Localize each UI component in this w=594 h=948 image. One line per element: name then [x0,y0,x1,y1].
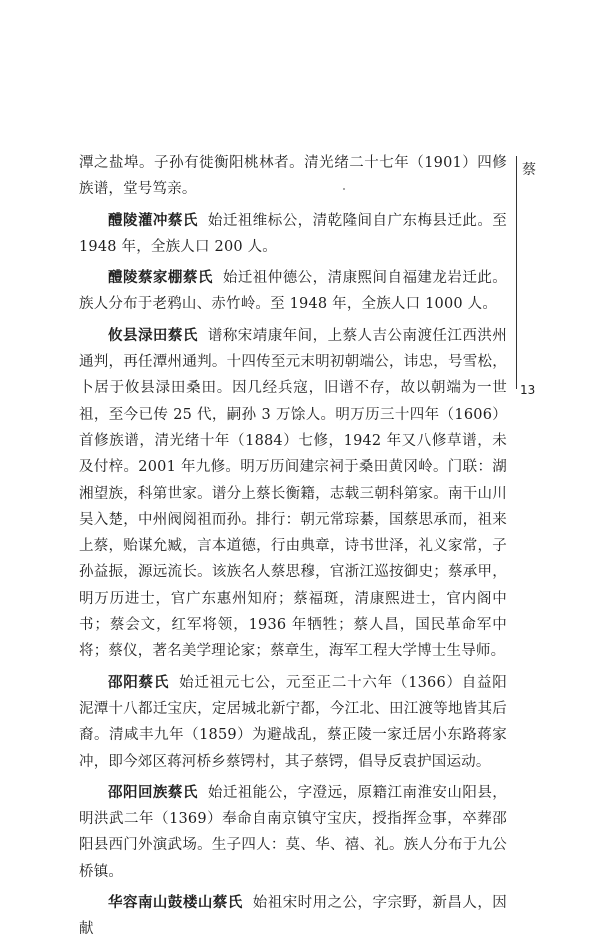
entry-liling-guanchong [79,208,507,261]
entry-liling-caijiapeng [79,265,507,318]
entry-heading: 华容南山鼓楼山蔡氏 [108,895,243,912]
entry-body: 谱称宋靖康年间，上蔡人吉公南渡任江西洪州通判，再任潭州通判。十四传至元末明初朝端公，讳忠，号雪松，卜居于攸县渌田桑田。因几经兵寇，旧谱不存，故以朝端为一世祖，至今已传 25 代，嗣孙 3 万馀人。明万历三十四年（1606）首修族谱，清光绪十年（1884）七修，1942 年又八修草谱，未及付梓。2001 年九修。明万历间建宗祠于桑田黄冈岭。门联：湖湘望族，科第世家。谱分上蔡长衡籍，志载三朝科第家。南干山川吴入楚，中州阀阅祖而孙。排行：朝元常琮綦，国蔡思承而，祖来上蔡，贻谋允臧，言本道德，行由典章，诗书世泽，礼义家常，子孙益振，源远流长。该族名人蔡思穆，官浙江巡按御史；蔡承甲，明万历进士，官广东惠州知府；蔡福斑，清康熙进士，官内阁中书；蔡会文，红军将领，1936 年牺牲；蔡人昌，国民革命军中将；蔡仪，著名美学理论家；蔡章生，海军工程大学博士生导师。 [79,327,508,660]
side-tab-character: 蔡 [522,162,536,178]
page-number: 13 [520,383,536,397]
entry-youxian-lutian [79,323,507,665]
entry-heading: 邵阳蔡氏 [108,674,170,691]
margin-rule [516,156,517,389]
paragraph-continuation [79,150,507,203]
entry-heading: 攸县渌田蔡氏 [108,327,198,344]
entry-shaoyang [79,670,507,775]
print-speck [343,188,345,190]
entry-huarong-nanshan [79,890,507,943]
entry-shaoyang-hui [79,780,507,885]
entry-heading: 邵阳回族蔡氏 [108,784,198,801]
entry-body: 始迁祖仲德公，清康熙间自福建龙岩迁此。族人分布于老鸦山、赤竹岭。至 1948 年，全族人口 1000 人。 [79,270,507,313]
entry-body: 始迁祖维标公，清乾隆间自广东梅县迁此。至1948 年，全族人口 200 人。 [79,212,508,255]
entry-body: 始迁祖能公，字澄远，原籍江南淮安山阳县，明洪武二年（1369）奉命自南京镇守宝庆，授指挥佥事，卒葬邵阳县西门外演武场。生子四人：莫、华、禧、礼。族人分布于九公桥镇。 [79,784,508,880]
entry-heading: 醴陵灌冲蔡氏 [108,212,198,229]
entry-body: 始祖宋时用之公，字宗野，新昌人，因献 [79,895,507,938]
entry-heading: 醴陵蔡家棚蔡氏 [108,270,213,287]
paragraph-body: 潭之盐埠。子孙有徙衡阳桃林者。清光绪二十七年（1901）四修族谱，堂号笃亲。 [79,155,507,198]
main-text-column [79,150,507,948]
entry-body: 始迁祖元七公，元至正二十六年（1366）自益阳泥潭十八都迁宝庆，定居城北新宁都，今江北、田江渡等地皆其后裔。清咸丰九年（1859）为避战乱，蔡正陵一家迁居小东路蒋家冲，即今郊区蒋河桥乡蔡锷村，其子蔡锷，倡导反袁护国运动。 [79,674,507,770]
